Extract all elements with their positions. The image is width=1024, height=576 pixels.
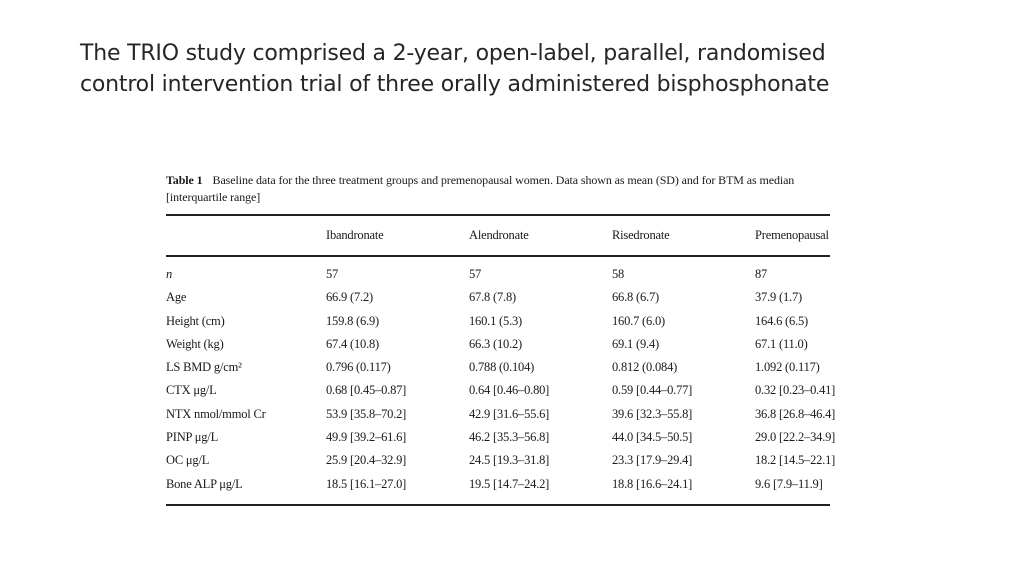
table-row-ctx bbox=[166, 379, 836, 402]
table-row-n bbox=[166, 263, 830, 286]
table-row-oc bbox=[166, 449, 836, 472]
cell-weight-ibandronate: 67.4 (10.8) bbox=[326, 336, 380, 351]
cell-ls-bmd-risedronate: 0.812 (0.084) bbox=[612, 360, 678, 375]
cell-pinp-risedronate: 44.0 [34.5–50.5] bbox=[612, 430, 693, 445]
table-figure bbox=[166, 172, 836, 506]
cell-age-alendronate: 67.8 (7.8) bbox=[469, 290, 516, 305]
slide-title bbox=[80, 38, 980, 100]
cell-ctx-risedronate: 0.59 [0.44–0.77] bbox=[612, 383, 693, 398]
table-header-row bbox=[166, 216, 830, 255]
cell-weight-label: Weight (kg) bbox=[166, 336, 224, 351]
cell-ctx-premenopausal: 0.32 [0.23–0.41] bbox=[755, 383, 836, 398]
table-caption-text: Baseline data for the three treatment groups and premenopausal women. Data shown as mean (SD) and for BTM as median [interquartile range] bbox=[166, 173, 795, 204]
slide-title-line-2: control intervention trial of three orally administered bisphosphonate bbox=[80, 72, 830, 97]
cell-n-premenopausal: 87 bbox=[755, 267, 768, 281]
cell-height-ibandronate: 159.8 (6.9) bbox=[326, 313, 380, 328]
cell-ntx-premenopausal: 36.8 [26.8–46.4] bbox=[755, 406, 836, 421]
cell-age-ibandronate: 66.9 (7.2) bbox=[326, 290, 373, 305]
cell-ntx-ibandronate: 53.9 [35.8–70.2] bbox=[326, 406, 407, 421]
cell-ls-bmd-label: LS BMD g/cm² bbox=[166, 360, 242, 375]
column-header-alendronate: Alendronate bbox=[469, 228, 529, 242]
cell-weight-premenopausal: 67.1 (11.0) bbox=[755, 336, 808, 351]
cell-weight-risedronate: 69.1 (9.4) bbox=[612, 336, 659, 351]
cell-age-risedronate: 66.8 (6.7) bbox=[612, 290, 659, 305]
table-row-ls-bmd bbox=[166, 356, 830, 379]
cell-pinp-alendronate: 46.2 [35.3–56.8] bbox=[469, 430, 550, 445]
cell-ntx-alendronate: 42.9 [31.6–55.6] bbox=[469, 406, 550, 421]
column-header-empty bbox=[166, 216, 326, 255]
cell-bone-alp-risedronate: 18.8 [16.6–24.1] bbox=[612, 476, 693, 491]
cell-bone-alp-ibandronate: 18.5 [16.1–27.0] bbox=[326, 476, 407, 491]
cell-n-ibandronate: 57 bbox=[326, 267, 339, 281]
cell-age-premenopausal: 37.9 (1.7) bbox=[755, 290, 802, 305]
cell-ls-bmd-premenopausal: 1.092 (0.117) bbox=[755, 360, 820, 375]
cell-bone-alp-alendronate: 19.5 [14.7–24.2] bbox=[469, 476, 550, 491]
cell-oc-ibandronate: 25.9 [20.4–32.9] bbox=[326, 453, 407, 468]
cell-bone-alp-label: Bone ALP μg/L bbox=[166, 476, 243, 491]
cell-height-risedronate: 160.7 (6.0) bbox=[612, 313, 666, 328]
column-header-ibandronate: Ibandronate bbox=[326, 228, 384, 242]
table-row-bone-alp bbox=[166, 473, 830, 496]
cell-ntx-label: NTX nmol/mmol Cr bbox=[166, 406, 266, 421]
cell-bone-alp-premenopausal: 9.6 [7.9–11.9] bbox=[755, 476, 823, 491]
cell-age-label: Age bbox=[166, 290, 187, 305]
table-row-weight bbox=[166, 333, 830, 356]
cell-ctx-label: CTX μg/L bbox=[166, 383, 217, 398]
cell-n-label: n bbox=[166, 267, 173, 281]
cell-pinp-label: PINP μg/L bbox=[166, 430, 219, 445]
cell-weight-alendronate: 66.3 (10.2) bbox=[469, 336, 523, 351]
cell-ctx-ibandronate: 0.68 [0.45–0.87] bbox=[326, 383, 407, 398]
table-body bbox=[166, 257, 836, 504]
table-row-ntx bbox=[166, 403, 836, 426]
cell-height-premenopausal: 164.6 (6.5) bbox=[755, 313, 809, 328]
cell-ls-bmd-alendronate: 0.788 (0.104) bbox=[469, 360, 535, 375]
cell-oc-risedronate: 23.3 [17.9–29.4] bbox=[612, 453, 693, 468]
cell-ntx-risedronate: 39.6 [32.3–55.8] bbox=[612, 406, 693, 421]
table-row-age bbox=[166, 286, 830, 309]
cell-ctx-alendronate: 0.64 [0.46–0.80] bbox=[469, 383, 550, 398]
table-caption bbox=[166, 172, 830, 206]
table-caption-label: Table 1 bbox=[166, 173, 203, 187]
column-header-risedronate: Risedronate bbox=[612, 228, 670, 242]
cell-pinp-premenopausal: 29.0 [22.2–34.9] bbox=[755, 430, 836, 445]
cell-ls-bmd-ibandronate: 0.796 (0.117) bbox=[326, 360, 391, 375]
cell-height-alendronate: 160.1 (5.3) bbox=[469, 313, 523, 328]
cell-oc-label: OC μg/L bbox=[166, 453, 210, 468]
table-bottom-rule bbox=[166, 504, 830, 506]
cell-oc-premenopausal: 18.2 [14.5–22.1] bbox=[755, 453, 836, 468]
table-row-pinp bbox=[166, 426, 836, 449]
column-header-premenopausal: Premenopausal bbox=[755, 228, 829, 242]
cell-oc-alendronate: 24.5 [19.3–31.8] bbox=[469, 453, 550, 468]
cell-pinp-ibandronate: 49.9 [39.2–61.6] bbox=[326, 430, 407, 445]
cell-height-label: Height (cm) bbox=[166, 313, 225, 328]
cell-n-alendronate: 57 bbox=[469, 267, 482, 281]
table-row-height bbox=[166, 310, 830, 333]
cell-n-risedronate: 58 bbox=[612, 267, 625, 281]
slide-title-line-1: The TRIO study comprised a 2-year, open-label, parallel, randomised bbox=[80, 41, 826, 66]
